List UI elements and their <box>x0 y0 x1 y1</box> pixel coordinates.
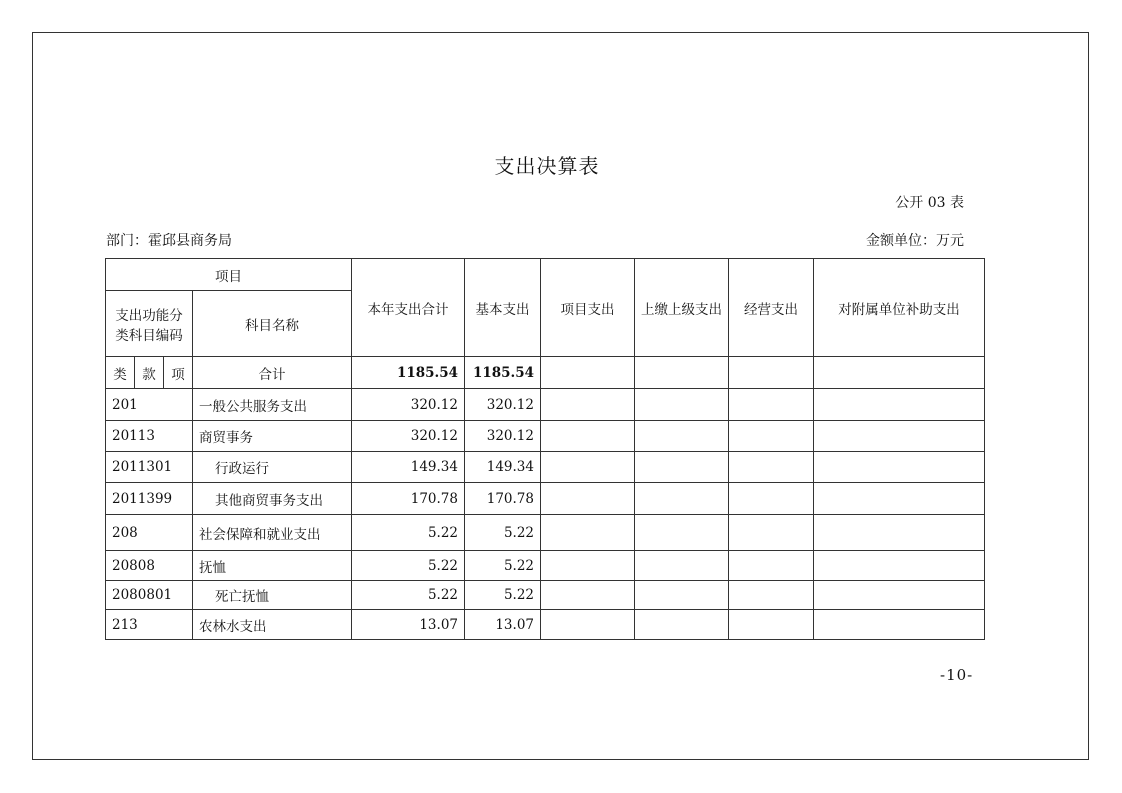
empty-cell <box>635 357 729 389</box>
row-total: 170.78 <box>352 483 465 515</box>
row-total: 5.22 <box>352 581 465 610</box>
row-basic: 149.34 <box>465 452 541 483</box>
row-basic: 320.12 <box>465 421 541 452</box>
form-number: 公开 03 表 <box>895 195 964 211</box>
row-total: 5.22 <box>352 551 465 581</box>
row-basic: 13.07 <box>465 610 541 640</box>
row-code: 208 <box>106 515 193 551</box>
row-total: 149.34 <box>352 452 465 483</box>
expenditure-table <box>105 258 985 640</box>
empty-cell <box>541 610 635 640</box>
empty-cell <box>729 551 814 581</box>
header-to-superior: 上缴上级支出 <box>635 259 729 357</box>
header-func-code: 支出功能分类科目编码 <box>106 291 193 357</box>
row-basic: 320.12 <box>465 389 541 421</box>
table-row <box>106 483 985 515</box>
department-label: 部门：霍邱县商务局 <box>106 233 232 249</box>
table-row <box>106 452 985 483</box>
empty-cell <box>635 483 729 515</box>
row-code: 213 <box>106 610 193 640</box>
row-total: 320.12 <box>352 389 465 421</box>
empty-cell <box>729 357 814 389</box>
table-row <box>106 389 985 421</box>
header-subject-name: 科目名称 <box>193 291 352 357</box>
page-number: -10- <box>940 666 974 684</box>
empty-cell <box>635 452 729 483</box>
row-code: 2011399 <box>106 483 193 515</box>
empty-cell <box>814 357 985 389</box>
row-name: 一般公共服务支出 <box>193 389 352 421</box>
empty-cell <box>814 610 985 640</box>
table-row <box>106 610 985 640</box>
document-title: 支出决算表 <box>494 154 600 178</box>
empty-cell <box>814 421 985 452</box>
empty-cell <box>541 389 635 421</box>
empty-cell <box>635 581 729 610</box>
row-name: 商贸事务 <box>193 421 352 452</box>
header-total: 本年支出合计 <box>352 259 465 357</box>
empty-cell <box>541 483 635 515</box>
row-basic: 170.78 <box>465 483 541 515</box>
header-project-expenditure: 项目支出 <box>541 259 635 357</box>
header-operating: 经营支出 <box>729 259 814 357</box>
total-row-label: 合计 <box>193 357 352 389</box>
empty-cell <box>541 581 635 610</box>
empty-cell <box>541 515 635 551</box>
row-name: 抚恤 <box>193 551 352 581</box>
empty-cell <box>541 551 635 581</box>
total-row-total: 1185.54 <box>352 357 465 389</box>
row-name: 农林水支出 <box>193 610 352 640</box>
empty-cell <box>729 610 814 640</box>
row-name: 死亡抚恤 <box>193 581 352 610</box>
empty-cell <box>635 610 729 640</box>
table-row <box>106 515 985 551</box>
empty-cell <box>814 551 985 581</box>
header-project: 项目 <box>106 259 352 291</box>
row-basic: 5.22 <box>465 581 541 610</box>
row-name: 其他商贸事务支出 <box>193 483 352 515</box>
header-xiang: 项 <box>164 357 193 389</box>
empty-cell <box>635 389 729 421</box>
table-row <box>106 581 985 610</box>
row-total: 5.22 <box>352 515 465 551</box>
row-code: 201 <box>106 389 193 421</box>
row-total: 320.12 <box>352 421 465 452</box>
header-basic: 基本支出 <box>465 259 541 357</box>
row-code: 20113 <box>106 421 193 452</box>
total-row-basic: 1185.54 <box>465 357 541 389</box>
row-code: 2011301 <box>106 452 193 483</box>
header-subsidiary: 对附属单位补助支出 <box>814 259 985 357</box>
row-total: 13.07 <box>352 610 465 640</box>
empty-cell <box>814 483 985 515</box>
row-code: 20808 <box>106 551 193 581</box>
empty-cell <box>729 483 814 515</box>
empty-cell <box>541 452 635 483</box>
empty-cell <box>814 452 985 483</box>
table-row <box>106 421 985 452</box>
empty-cell <box>729 421 814 452</box>
empty-cell <box>814 581 985 610</box>
empty-cell <box>635 551 729 581</box>
table-row <box>106 551 985 581</box>
unit-label: 金额单位：万元 <box>866 233 964 249</box>
row-basic: 5.22 <box>465 551 541 581</box>
header-lei: 类 <box>106 357 135 389</box>
row-name: 行政运行 <box>193 452 352 483</box>
empty-cell <box>814 515 985 551</box>
empty-cell <box>729 581 814 610</box>
empty-cell <box>635 421 729 452</box>
empty-cell <box>541 357 635 389</box>
empty-cell <box>814 389 985 421</box>
header-kuan: 款 <box>135 357 164 389</box>
empty-cell <box>635 515 729 551</box>
empty-cell <box>729 515 814 551</box>
row-basic: 5.22 <box>465 515 541 551</box>
empty-cell <box>729 452 814 483</box>
row-code: 2080801 <box>106 581 193 610</box>
empty-cell <box>541 421 635 452</box>
row-name: 社会保障和就业支出 <box>193 515 352 551</box>
empty-cell <box>729 389 814 421</box>
